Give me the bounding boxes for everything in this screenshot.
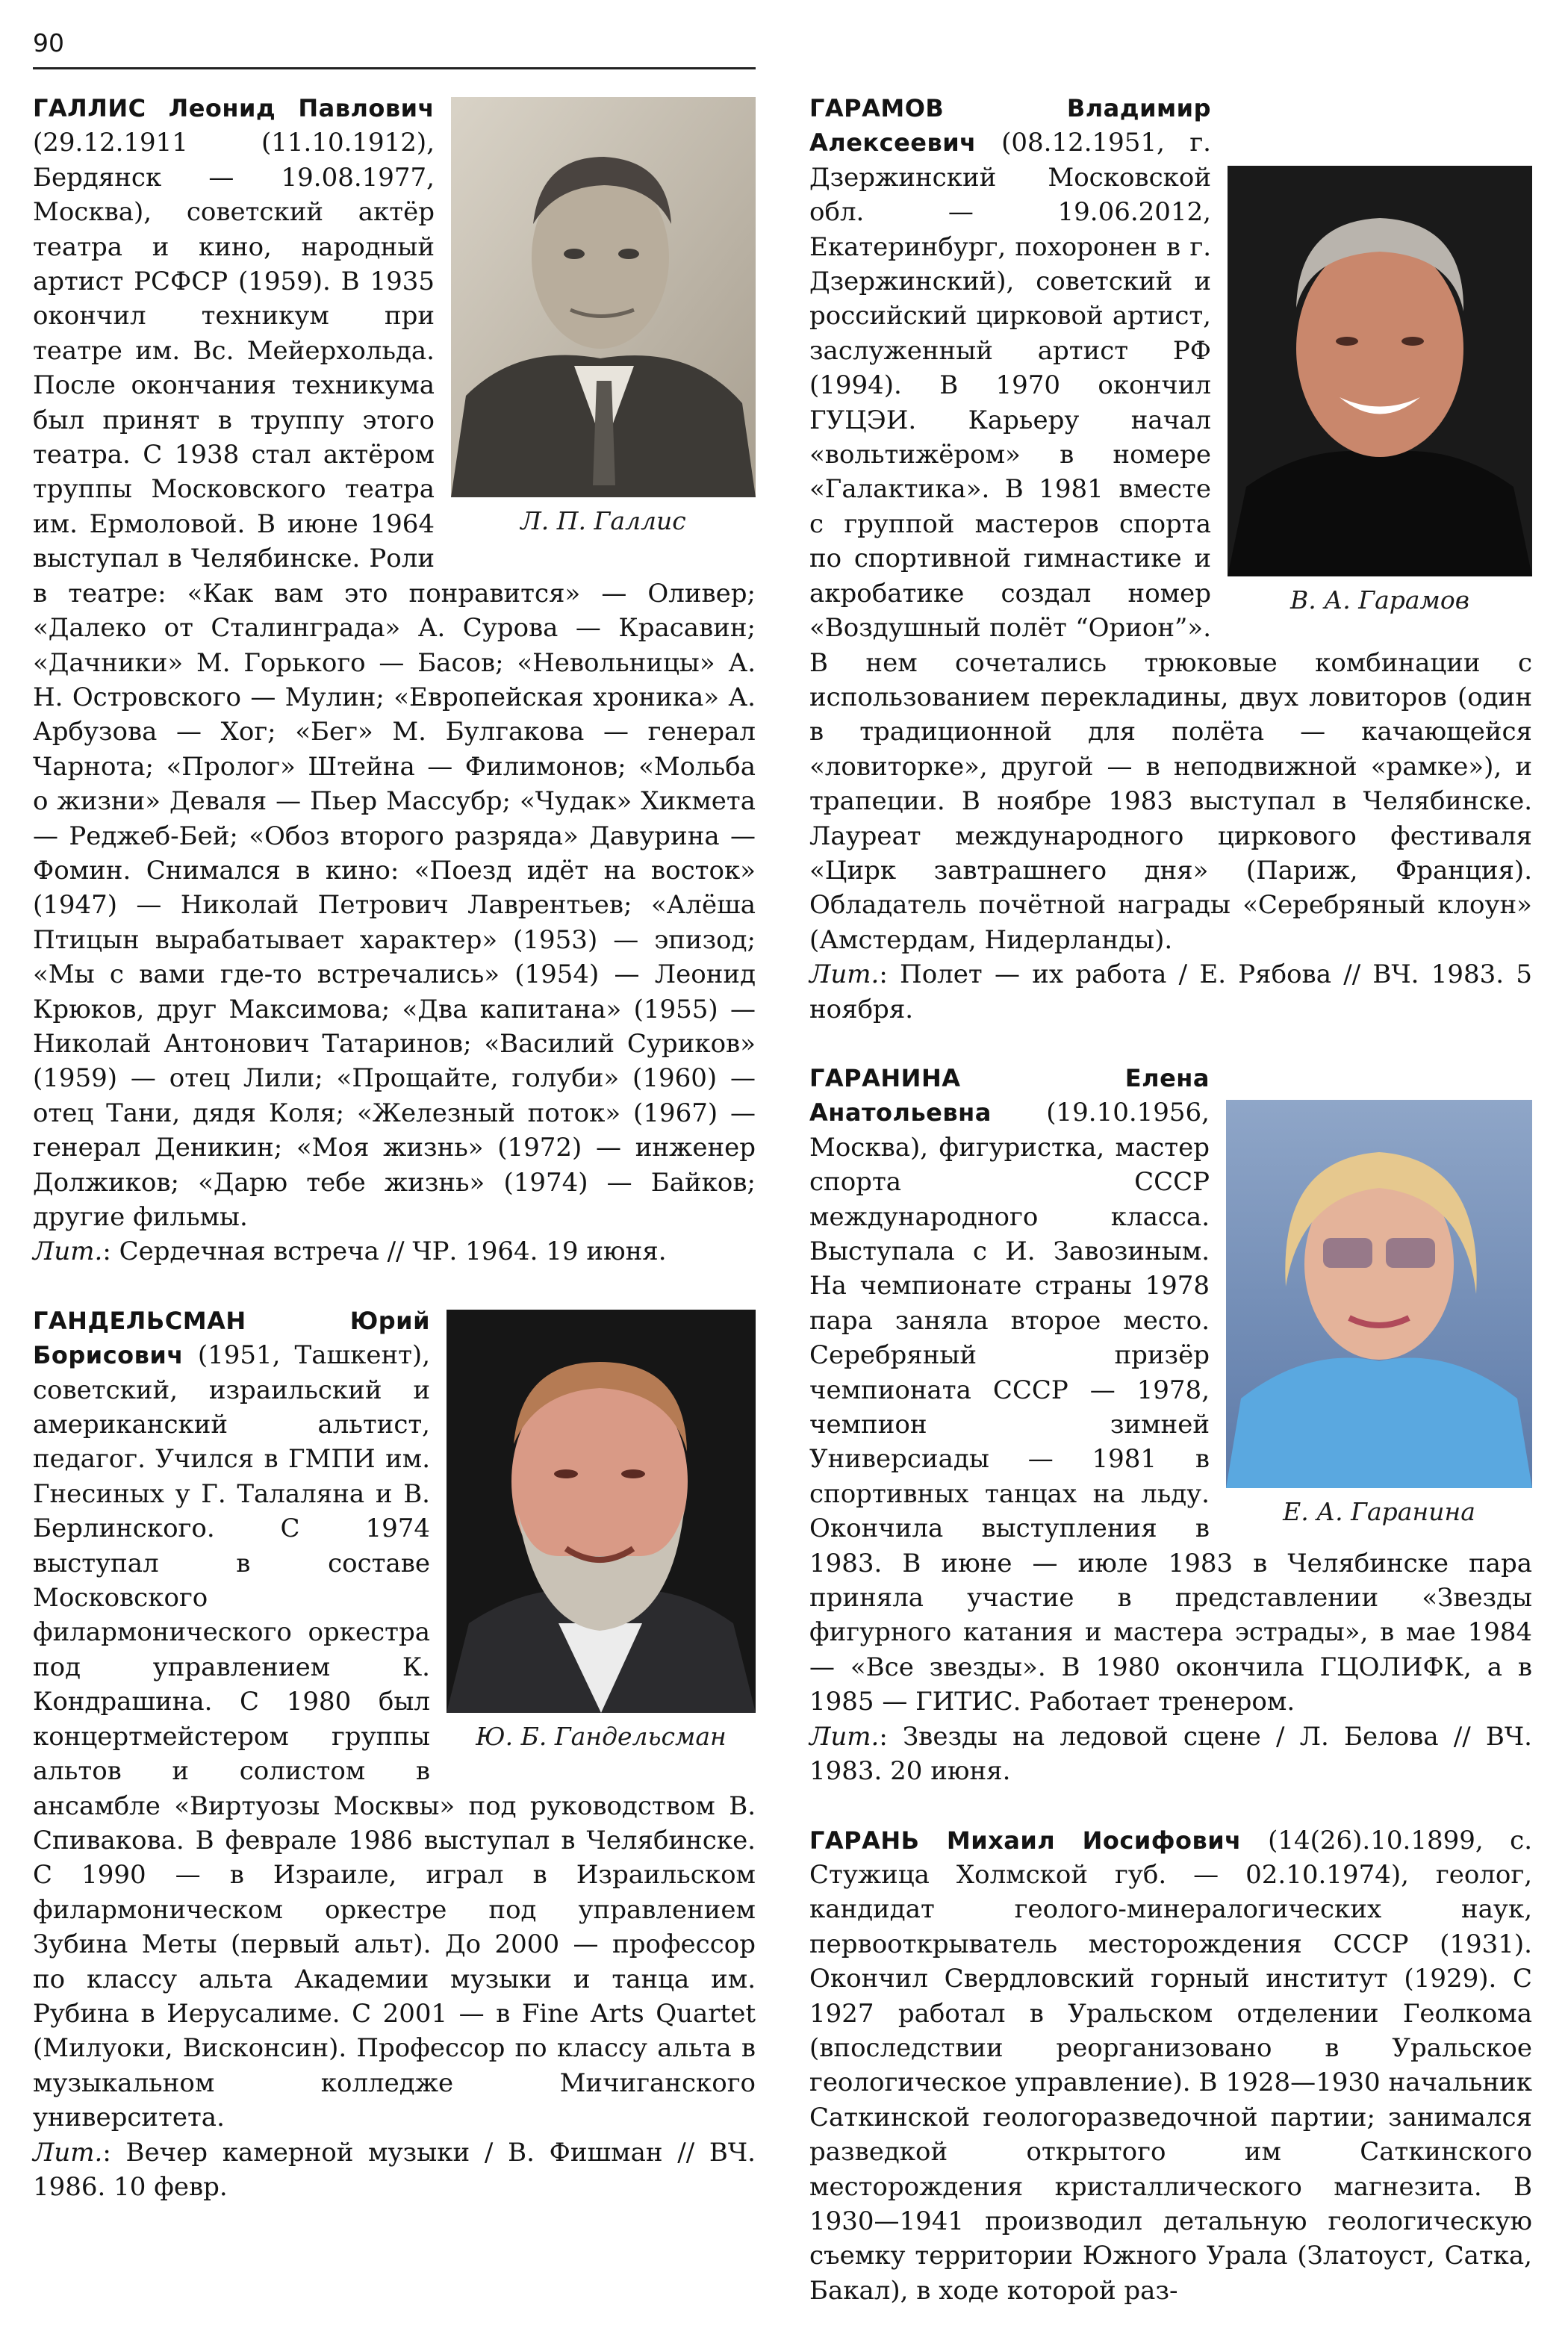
- lit-text: : Сердечная встреча // ЧР. 1964. 19 июня.: [102, 1236, 667, 1267]
- figure-garanina: [1226, 1100, 1532, 1528]
- literature-line: [809, 957, 1532, 1027]
- entry-name: ГАНДЕЛЬСМАН Юрий Борисович: [33, 1306, 430, 1370]
- figure-gandelsman: [447, 1310, 756, 1753]
- entry-text: (19.10.1956, Москва), фигуристка, мастер спорта СССР международного класса. Выступала с И. Завозиным. На чемпионате страны 1978 пара заняла второе место. Серебряный призёр чемпионата СССР — 1978, чемпион зимней Универсиады — 1981 в спортивных танцах на льду. Окончила выступления в 1983. В июне — июле 1983 в Челябинске пара приняла участие в представлении «Звезды фигурного катания и мастера эстрады», в мае 1984 — «Все звезды». В 1980 окончила ГЦОЛИФК, а в 1985 — ГИТИС. Работает тренером.: [809, 1098, 1532, 1717]
- literature-line: [33, 2135, 756, 2205]
- entry-name: ГАРАНИНА Елена Анатольевна: [809, 1063, 1210, 1127]
- lit-label: Лит.: [809, 1721, 880, 1752]
- entry-name: ГАЛЛИС Леонид Павлович: [33, 94, 435, 122]
- entry-text: (14(26).10.1899, с. Стужица Холмской губ. — 02.10.1974), геолог, кандидат геолого-минералогических наук, первооткрыватель месторождения СССР (1931). Окончил Свердловский горный институт (1929). С 1927 работал в Уральском отделении Геолкома (впоследствии реорганизовано в Уральское геологическое управление). В 1928—1930 начальник Саткинской геологоразведочной партии; занимался разведкой открытого им Саткинского месторождения кристаллического магнезита. В 1930—1941 производил детальную геологическую съемку территории Южного Урала (Златоуст, Сатка, Бакал), в ходе которой раз-: [809, 1825, 1532, 2306]
- caption-garanina: Е. А. Гаранина: [1283, 1496, 1475, 1526]
- entry-garanina: [809, 1061, 1532, 1789]
- entry-garamov: [809, 91, 1532, 1027]
- caption-gallis: Л. П. Галлис: [520, 506, 686, 535]
- entry-text: (29.12.1911 (11.10.1912), Бердянск — 19.08.1977, Москва), советский актёр театра и кино, народный артист РСФСР (1959). В 1935 окончил техникум при театре им. Вс. Мейерхольда. После окончания техникума был принят в труппу этого театра. С 1938 стал актёром труппы Московского театра им. Ермоловой. В июне 1964 выступал в Челябинске. Роли в театре: «Как вам это понравится» — Оливер; «Далеко от Сталинграда» А. Сурова — Красавин; «Дачники» М. Горького — Басов; «Невольницы» А. Н. Островского — Мулин; «Европейская хроника» А. Арбузова — Хог; «Бег» М. Булгакова — генерал Чарнота; «Пролог» Штейна — Филимонов; «Мольба о жизни» Деваля — Пьер Массубр; «Чудак» Хикмета — Реджеб-Бей; «Обоз второго разряда» Давурина — Фомин. Снимался в кино: «Поезд идёт на восток» (1947) — Николай Петрович Лаврентьев; «Алёша Птицын вырабатывает характер» (1953) — эпизод; «Мы с вами где-то встречались» (1954) — Леонид Крюков, друг Максимова; «Два капитана» (1955) — Николай Антонович Татаринов; «Василий Суриков» (1959) — отец Лили; «Прощайте, голуби» (1960) — отец Тани, дядя Коля; «Железный поток» (1967) — генерал Деникин; «Моя жизнь» (1972) — инженер Должиков; «Дарю тебе жизнь» (1974) — Байков; другие фильмы.: [33, 128, 756, 1232]
- lit-label: Лит.: [33, 2137, 103, 2168]
- figure-gallis: [451, 97, 756, 538]
- lit-text: : Звезды на ледовой сцене / Л. Белова // ВЧ. 1983. 20 июня.: [809, 1721, 1532, 1787]
- photo-garanina: [1226, 1100, 1532, 1488]
- entry-gallis: [33, 91, 756, 1269]
- literature-line: [33, 1234, 756, 1269]
- caption-gandelsman: Ю. Б. Гандельсман: [476, 1721, 727, 1751]
- right-column: [809, 91, 1532, 2342]
- photo-gallis: [451, 97, 756, 497]
- header-rule: [33, 67, 756, 69]
- caption-garamov: В. А. Гарамов: [1290, 585, 1469, 615]
- left-column: [33, 91, 756, 2239]
- figure-garamov: [1228, 166, 1532, 617]
- entry-name: ГАРАМОВ Владимир Алексеевич: [809, 94, 1211, 158]
- entry-name: ГАРАНЬ Михаил Иосифович: [809, 1826, 1242, 1855]
- lit-label: Лит.: [33, 1236, 103, 1267]
- literature-line: [809, 1720, 1532, 1789]
- lit-text: : Полет — их работа / Е. Рябова // ВЧ. 1983. 5 ноября.: [809, 959, 1532, 1024]
- page-number: 90: [33, 28, 64, 57]
- entry-text: (1951, Ташкент), советский, израильский и американский альтист, педагог. Учился в ГМПИ им. Гнесиных у Г. Талаляна и В. Берлинского. С 1974 выступал в составе Московского филармонического оркестра под управлением К. Кондрашина. С 1980 был концертмейстером группы альтов и солистом в ансамбле «Виртуозы Москвы» под руководством В. Спивакова. В феврале 1986 выступал в Челябинске. С 1990 — в Израиле, играл в Израильском филармоническом оркестре под управлением Зубина Меты (первый альт). До 2000 — профессор по классу альта Академии музыки и танца им. Рубина в Иерусалиме. С 2001 — в Fine Arts Quartet (Милуоки, Висконсин). Профессор по классу альта в музыкальном колледже Мичиганского университета.: [33, 1340, 756, 2133]
- lit-text: : Вечер камерной музыки / В. Фишман // ВЧ. 1986. 10 февр.: [33, 2137, 756, 2202]
- entry-garan: [809, 1823, 1532, 2309]
- photo-gandelsman: [447, 1310, 756, 1713]
- entry-text: (08.12.1951, г. Дзержинский Московской обл. — 19.06.2012, Екатеринбург, похоронен в г. Дзержинский), советский и российский цирковой артист, заслуженный артист РФ (1994). В 1970 окончил ГУЦЭИ. Карьеру начал «вольтижёром» в номере «Галактика». В 1981 вместе с группой мастеров спорта по спортивной гимнастике и акробатике создал номер «Воздушный полёт “Орион”». В нем сочетались трюковые комбинации с использованием перекладины, двух ловиторов (один в традиционной для полёта — качающейся «ловиторке», другой — в неподвижной «рамке»), и трапеции. В ноябре 1983 выступал в Челябинске. Лауреат международного циркового фестиваля «Цирк завтрашнего дня» (Париж, Франция). Обладатель почётной награды «Серебряный клоун» (Амстердам, Нидерланды).: [809, 128, 1532, 955]
- photo-garamov: [1228, 166, 1532, 576]
- lit-label: Лит.: [809, 959, 880, 990]
- entry-gandelsman: [33, 1304, 756, 2205]
